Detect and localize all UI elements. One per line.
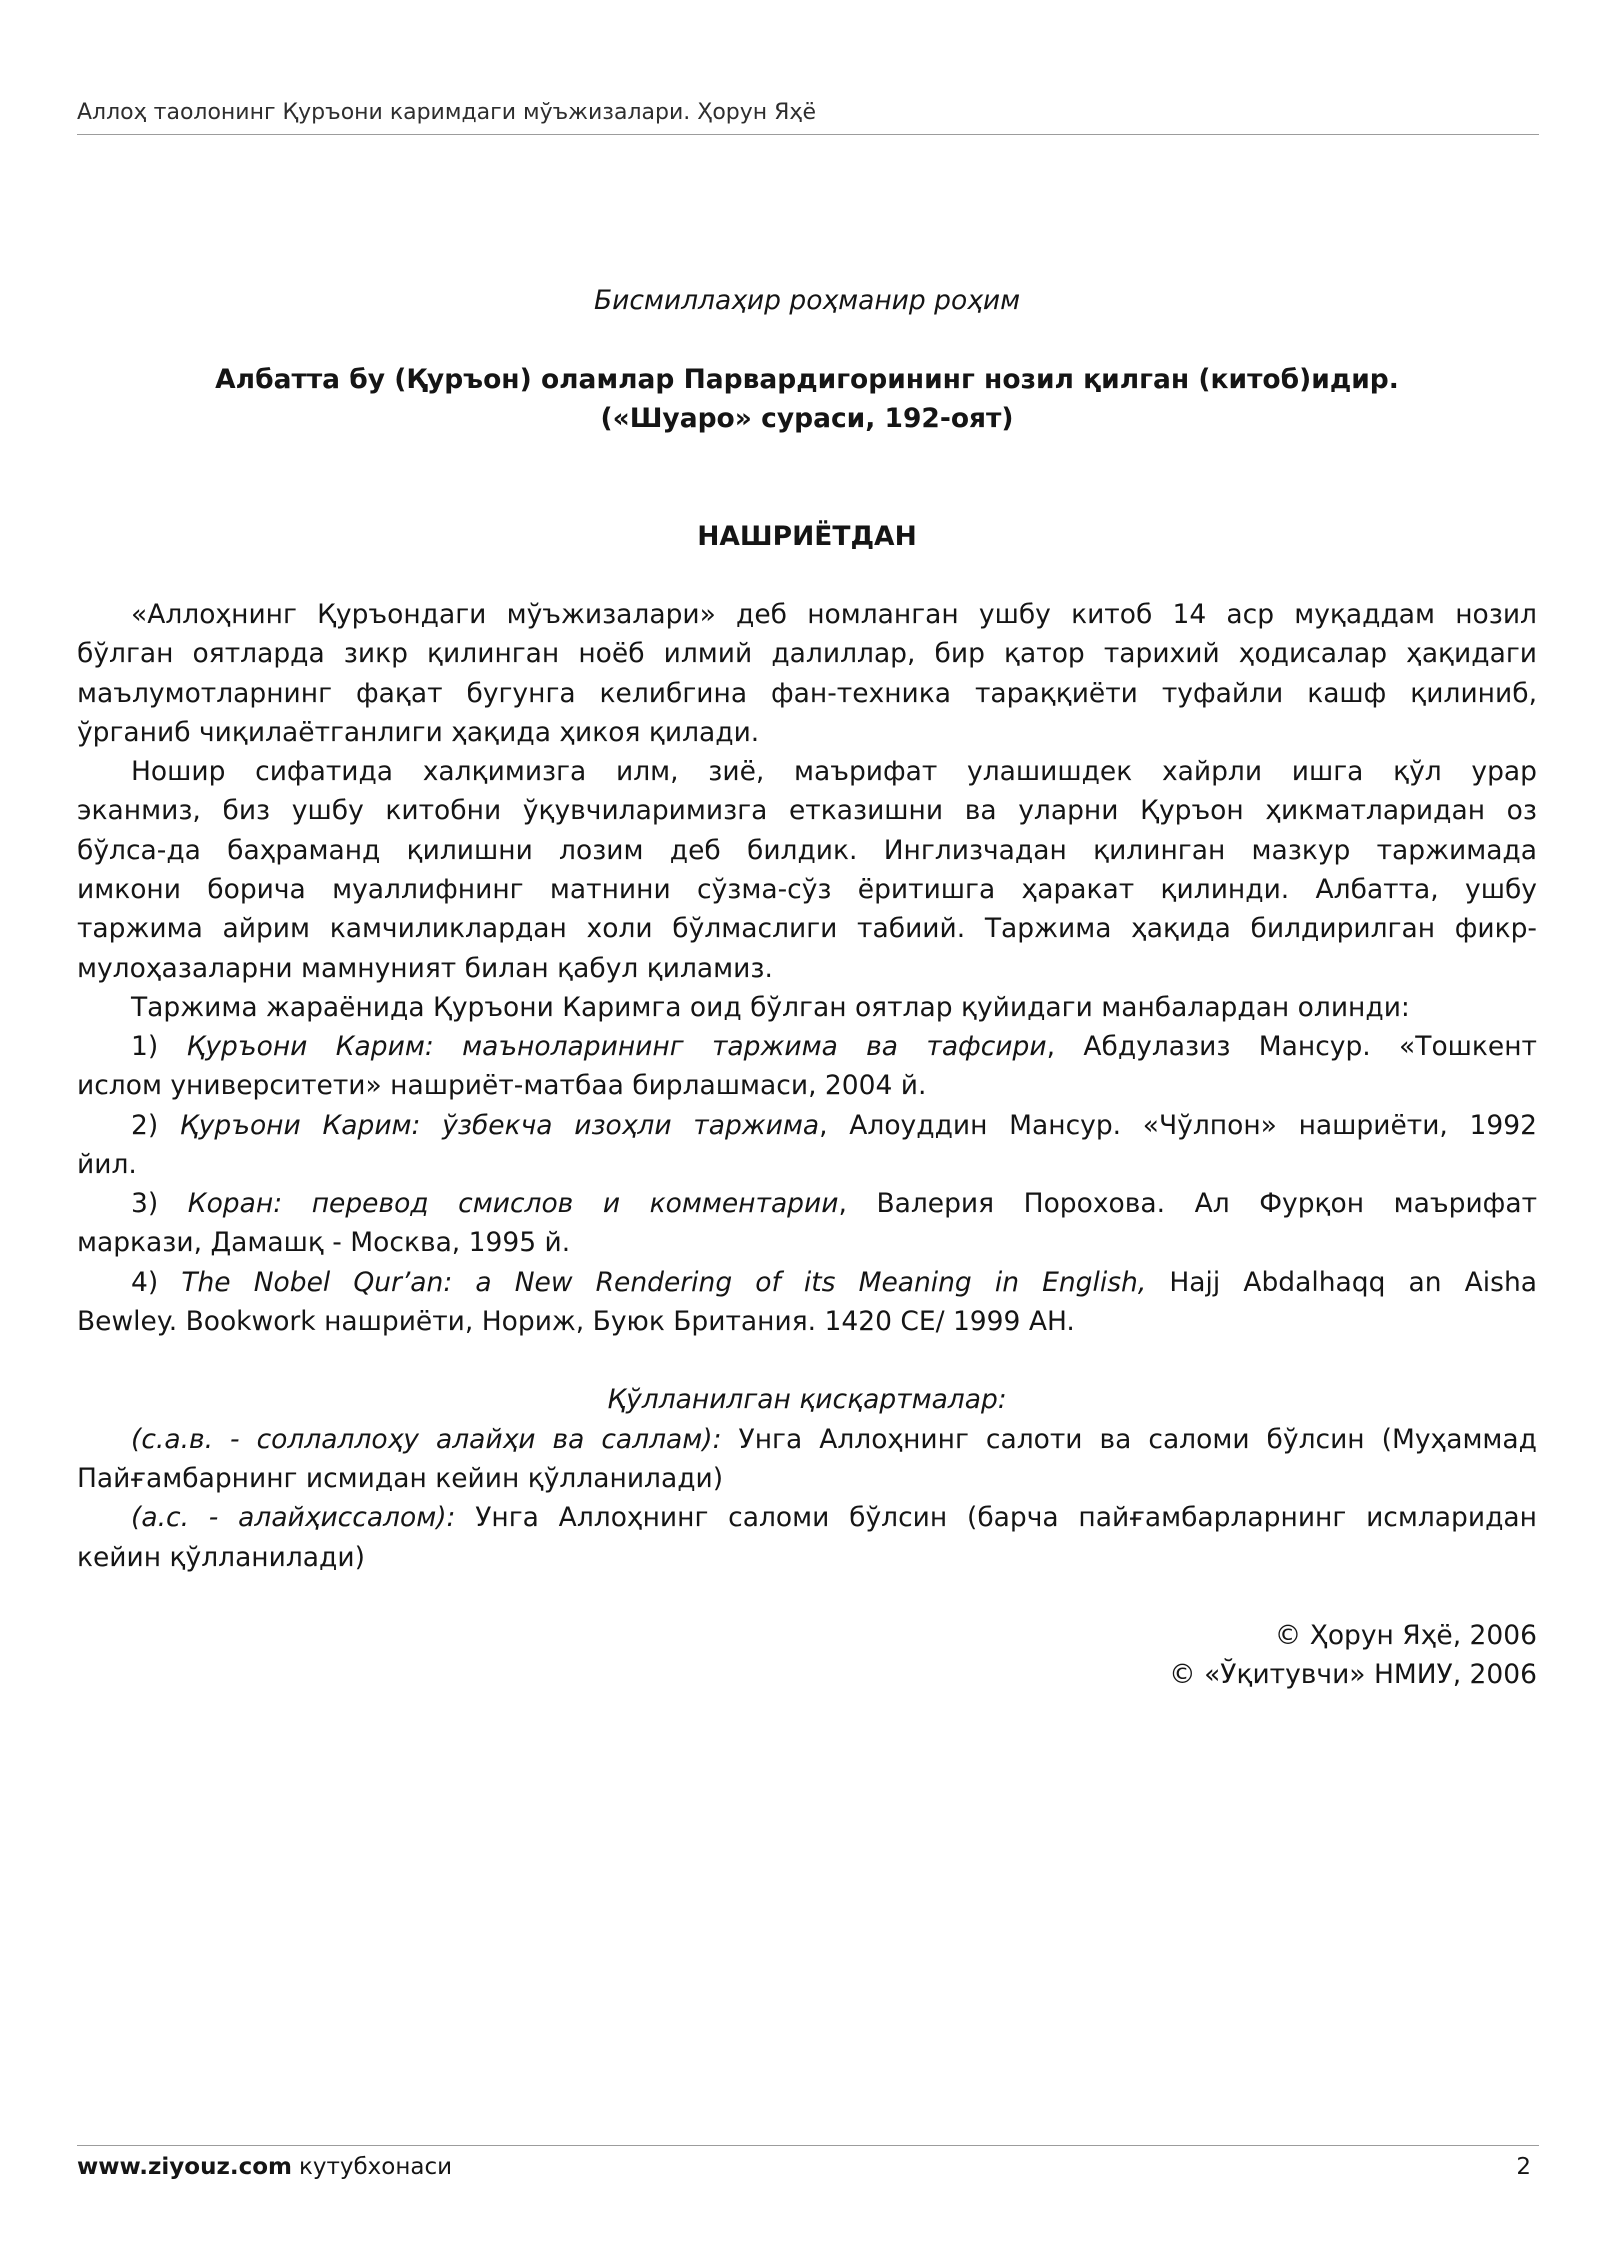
- text-run: мулоҳазаларни мамнуният билан қабул қиламиз.: [77, 952, 773, 984]
- text-line: [77, 1223, 1537, 1262]
- text-run: Ношир сифатида халқимизга илм, зиё, маърифат улашишдек хайрли ишга қўл урар: [131, 756, 1537, 788]
- text-line: [77, 1066, 1537, 1105]
- italic-text-run: Коран: перевод смислов и комментарии: [187, 1188, 839, 1220]
- italic-text-run: Қуръони Карим: ўзбекча изоҳли таржима: [179, 1109, 820, 1141]
- text-line: [77, 1184, 1537, 1223]
- text-run: маълумотларнинг фақат бугунга келибгина фан-техника тараққиёти туфайли кашф қилиниб,: [77, 677, 1537, 709]
- text-run: Унга Аллоҳнинг саломи бўлсин (барча пайғамбарларнинг исмларидан: [455, 1502, 1537, 1534]
- copyright-line: © «Ўқитувчи» НМИУ, 2006: [1169, 1659, 1537, 1691]
- body-text: [77, 595, 1537, 1341]
- footer-site-suffix: кутубхонаси: [298, 2154, 453, 2180]
- text-run: бўлса-да баҳраманд қилишни лозим деб билдик. Инглизчадан қилинган мазкур таржимада: [77, 834, 1537, 866]
- body-paragraph: [77, 1027, 1537, 1106]
- text-line: [77, 674, 1537, 713]
- abbreviations-list: [77, 1420, 1537, 1577]
- footer-site: www.ziyouz.com: [77, 2154, 292, 2180]
- copyright-line: © Ҳорун Яҳё, 2006: [1274, 1620, 1537, 1652]
- italic-text-run: Қуръони Карим: маъноларининг таржима ва тафсири: [186, 1031, 1047, 1063]
- text-run: 1): [131, 1031, 187, 1063]
- text-line: [77, 1263, 1537, 1302]
- text-line: [77, 634, 1537, 673]
- body-paragraph: [77, 752, 1537, 988]
- text-line: [77, 949, 1537, 988]
- abbreviations-heading: Қўлланилган қисқартмалар:: [607, 1384, 1007, 1416]
- italic-text-run: (а.с. - алайҳиссалом):: [131, 1502, 456, 1534]
- copyright-block: [77, 1616, 1537, 1695]
- page-number: 2: [1516, 2154, 1531, 2180]
- text-line: [77, 1302, 1537, 1341]
- text-run: ўрганиб чиқилаётганлиги ҳақида ҳикоя қилади.: [77, 716, 760, 748]
- text-run: Bewley. Bookwork нашриёти, Нориж, Буюк Британия. 1420 CE/ 1999 AH.: [77, 1305, 1075, 1337]
- text-line: [77, 831, 1537, 870]
- text-line: [77, 1459, 1537, 1498]
- text-run: эканмиз, биз ушбу китобни ўқувчиларимизга етказишни ва уларни Қуръон ҳикматларидан оз: [77, 795, 1537, 827]
- body-paragraph: [77, 595, 1537, 752]
- text-line: [77, 1538, 1537, 1577]
- text-run: 3): [131, 1188, 188, 1220]
- verse-reference: («Шуаро» сураси, 192-оят): [600, 402, 1014, 434]
- footer: [77, 2152, 1531, 2182]
- verse-text: Албатта бу (Қуръон) оламлар Парвардигорининг нозил қилган (китоб)идир.: [215, 363, 1399, 395]
- abbreviation-entry: [77, 1420, 1537, 1499]
- text-run: Hajj Abdalhaqq an Aisha: [1146, 1266, 1537, 1298]
- text-run: маркази, Дамашқ - Москва, 1995 й.: [77, 1227, 571, 1259]
- text-run: йил.: [77, 1148, 137, 1180]
- footer-rule: [77, 2145, 1539, 2146]
- body-paragraph: [77, 1106, 1537, 1185]
- text-run: Таржима жараёнида Қуръони Каримга оид бўлган оятлар қуйидаги манбалардан олинди:: [131, 991, 1410, 1023]
- text-line: [77, 791, 1537, 830]
- basmala: Бисмиллаҳир роҳманир роҳим: [593, 285, 1021, 316]
- text-run: «Аллоҳнинг Қуръондаги мўъжизалари» деб номланган ушбу китоб 14 аср муқаддам нозил: [131, 599, 1537, 631]
- text-run: 4): [131, 1266, 182, 1298]
- text-run: кейин қўлланилади): [77, 1541, 365, 1573]
- text-line: [77, 870, 1537, 909]
- abbreviation-entry: [77, 1498, 1537, 1577]
- text-line: [77, 988, 1537, 1027]
- text-run: таржима айрим камчиликлардан холи бўлмаслиги табиий. Таржима ҳақида билдирилган фикр-: [77, 913, 1537, 945]
- header-rule: [77, 134, 1539, 135]
- text-run: , Валерия Порохова. Ал Фурқон маърифат: [838, 1188, 1538, 1220]
- running-head: Аллоҳ таолонинг Қуръони каримдаги мўъжизалари. Ҳорун Яҳё: [77, 100, 816, 125]
- text-run: бўлган оятларда зикр қилинган ноёб илмий далиллар, бир қатор тарихий ҳодисалар ҳақидаги: [77, 638, 1537, 670]
- text-line: [77, 1145, 1537, 1184]
- text-line: [77, 595, 1537, 634]
- text-line: [77, 1498, 1537, 1537]
- italic-text-run: The Nobel Qur’an: a New Rendering of its Meaning in English,: [181, 1266, 1147, 1298]
- page-content: [77, 281, 1537, 1695]
- text-line: [77, 1027, 1537, 1066]
- text-run: , Абдулазиз Мансур. «Тошкент: [1046, 1031, 1537, 1063]
- italic-text-run: (с.а.в. - соллаллоҳу алайҳи ва саллам):: [131, 1423, 722, 1455]
- text-run: , Алоуддин Мансур. «Чўлпон» нашриёти, 1992: [819, 1109, 1538, 1141]
- text-line: [77, 1420, 1537, 1459]
- text-run: Пайғамбарнинг исмидан кейин қўлланилади): [77, 1462, 724, 1494]
- text-line: [77, 909, 1537, 948]
- section-title: НАШРИЁТДАН: [697, 520, 917, 552]
- text-line: [77, 752, 1537, 791]
- body-paragraph: [77, 1263, 1537, 1342]
- text-line: [77, 713, 1537, 752]
- body-paragraph: [77, 1184, 1537, 1263]
- text-run: ислом университети» нашриёт-матбаа бирлашмаси, 2004 й.: [77, 1070, 927, 1102]
- body-paragraph: [77, 988, 1537, 1027]
- text-run: Унга Аллоҳнинг салоти ва саломи бўлсин (Муҳаммад: [721, 1423, 1537, 1455]
- text-line: [77, 1106, 1537, 1145]
- text-run: имкони борича муаллифнинг матнини сўзма-сўз ёритишга ҳаракат қилинди. Албатта, ушбу: [77, 873, 1537, 905]
- text-run: 2): [131, 1109, 180, 1141]
